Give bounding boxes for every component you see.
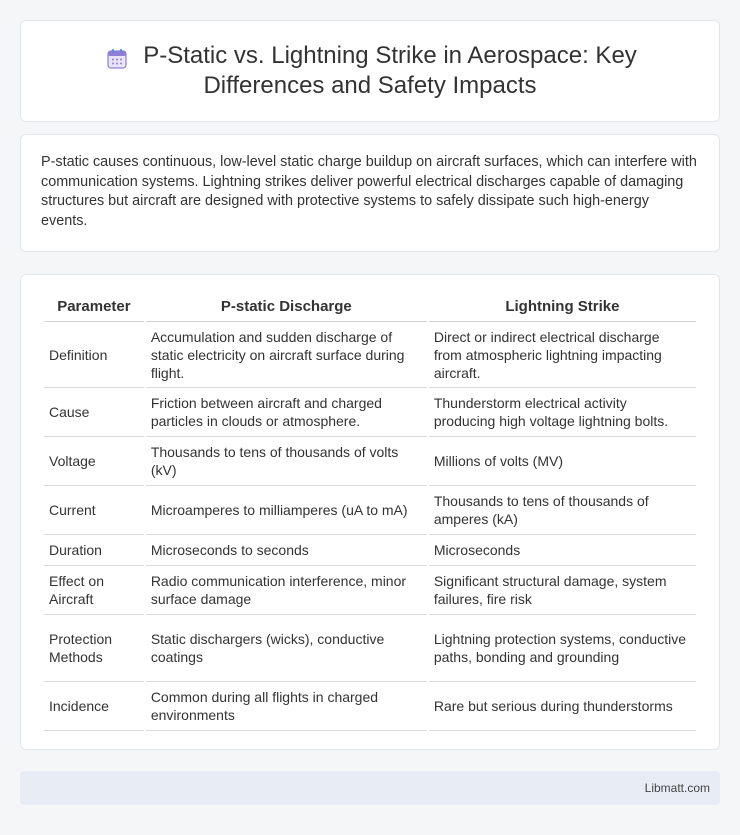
header-lightning: Lightning Strike xyxy=(429,295,696,322)
comparison-table xyxy=(42,295,698,731)
cell-pstatic: Microseconds to seconds xyxy=(146,535,427,566)
table-header-row xyxy=(44,295,696,322)
cell-pstatic: Common during all flights in charged environments xyxy=(146,682,427,731)
page-title-line2: Differences and Safety Impacts xyxy=(203,72,537,99)
cell-parameter: Effect on Aircraft xyxy=(44,566,144,615)
cell-pstatic: Friction between aircraft and charged particles in clouds or atmosphere. xyxy=(146,388,427,437)
table-row xyxy=(44,322,696,388)
cell-lightning: Rare but serious during thunderstorms xyxy=(429,682,696,731)
cell-lightning: Thunderstorm electrical activity producing high voltage lightning bolts. xyxy=(429,388,696,437)
cell-lightning: Lightning protection systems, conductive paths, bonding and grounding xyxy=(429,615,696,682)
cell-parameter: Duration xyxy=(44,535,144,566)
footer-source[interactable]: Libmatt.com xyxy=(644,781,710,795)
cell-pstatic: Static dischargers (wicks), conductive coatings xyxy=(146,615,427,682)
header-parameter: Parameter xyxy=(44,295,144,322)
cell-pstatic: Accumulation and sudden discharge of static electricity on aircraft surface during flight. xyxy=(146,322,427,388)
table-row xyxy=(44,682,696,731)
cell-pstatic: Thousands to tens of thousands of volts (kV) xyxy=(146,437,427,486)
page-title-line1: P-Static vs. Lightning Strike in Aerospace: Key xyxy=(143,42,637,69)
cell-pstatic: Microamperes to milliamperes (uA to mA) xyxy=(146,486,427,535)
cell-lightning: Millions of volts (MV) xyxy=(429,437,696,486)
cell-lightning: Thousands to tens of thousands of amperes (kA) xyxy=(429,486,696,535)
table-row xyxy=(44,615,696,682)
intro-text: P-static causes continuous, low-level static charge buildup on aircraft surfaces, which can interfere with communication systems. Lightning strikes deliver powerful electrical discharges capable of damaging structures but aircraft are designed with protective systems to safely dissipate such high-energy events. xyxy=(41,154,697,229)
table-row xyxy=(44,566,696,615)
page-title xyxy=(103,41,637,101)
table-row xyxy=(44,535,696,566)
table-row xyxy=(44,388,696,437)
cell-parameter: Definition xyxy=(44,322,144,388)
cell-parameter: Voltage xyxy=(44,437,144,486)
table-row xyxy=(44,437,696,486)
table-row xyxy=(44,486,696,535)
cell-lightning: Direct or indirect electrical discharge from atmospheric lightning impacting aircraft. xyxy=(429,322,696,388)
cell-lightning: Significant structural damage, system failures, fire risk xyxy=(429,566,696,615)
intro-card xyxy=(20,134,720,252)
title-card xyxy=(20,20,720,122)
cell-parameter: Protection Methods xyxy=(44,615,144,682)
cell-lightning: Microseconds xyxy=(429,535,696,566)
cell-parameter: Current xyxy=(44,486,144,535)
header-pstatic: P-static Discharge xyxy=(146,295,427,322)
comparison-table-card xyxy=(20,274,720,750)
footer xyxy=(20,771,720,805)
cell-pstatic: Radio communication interference, minor surface damage xyxy=(146,566,427,615)
cell-parameter: Cause xyxy=(44,388,144,437)
cell-parameter: Incidence xyxy=(44,682,144,731)
